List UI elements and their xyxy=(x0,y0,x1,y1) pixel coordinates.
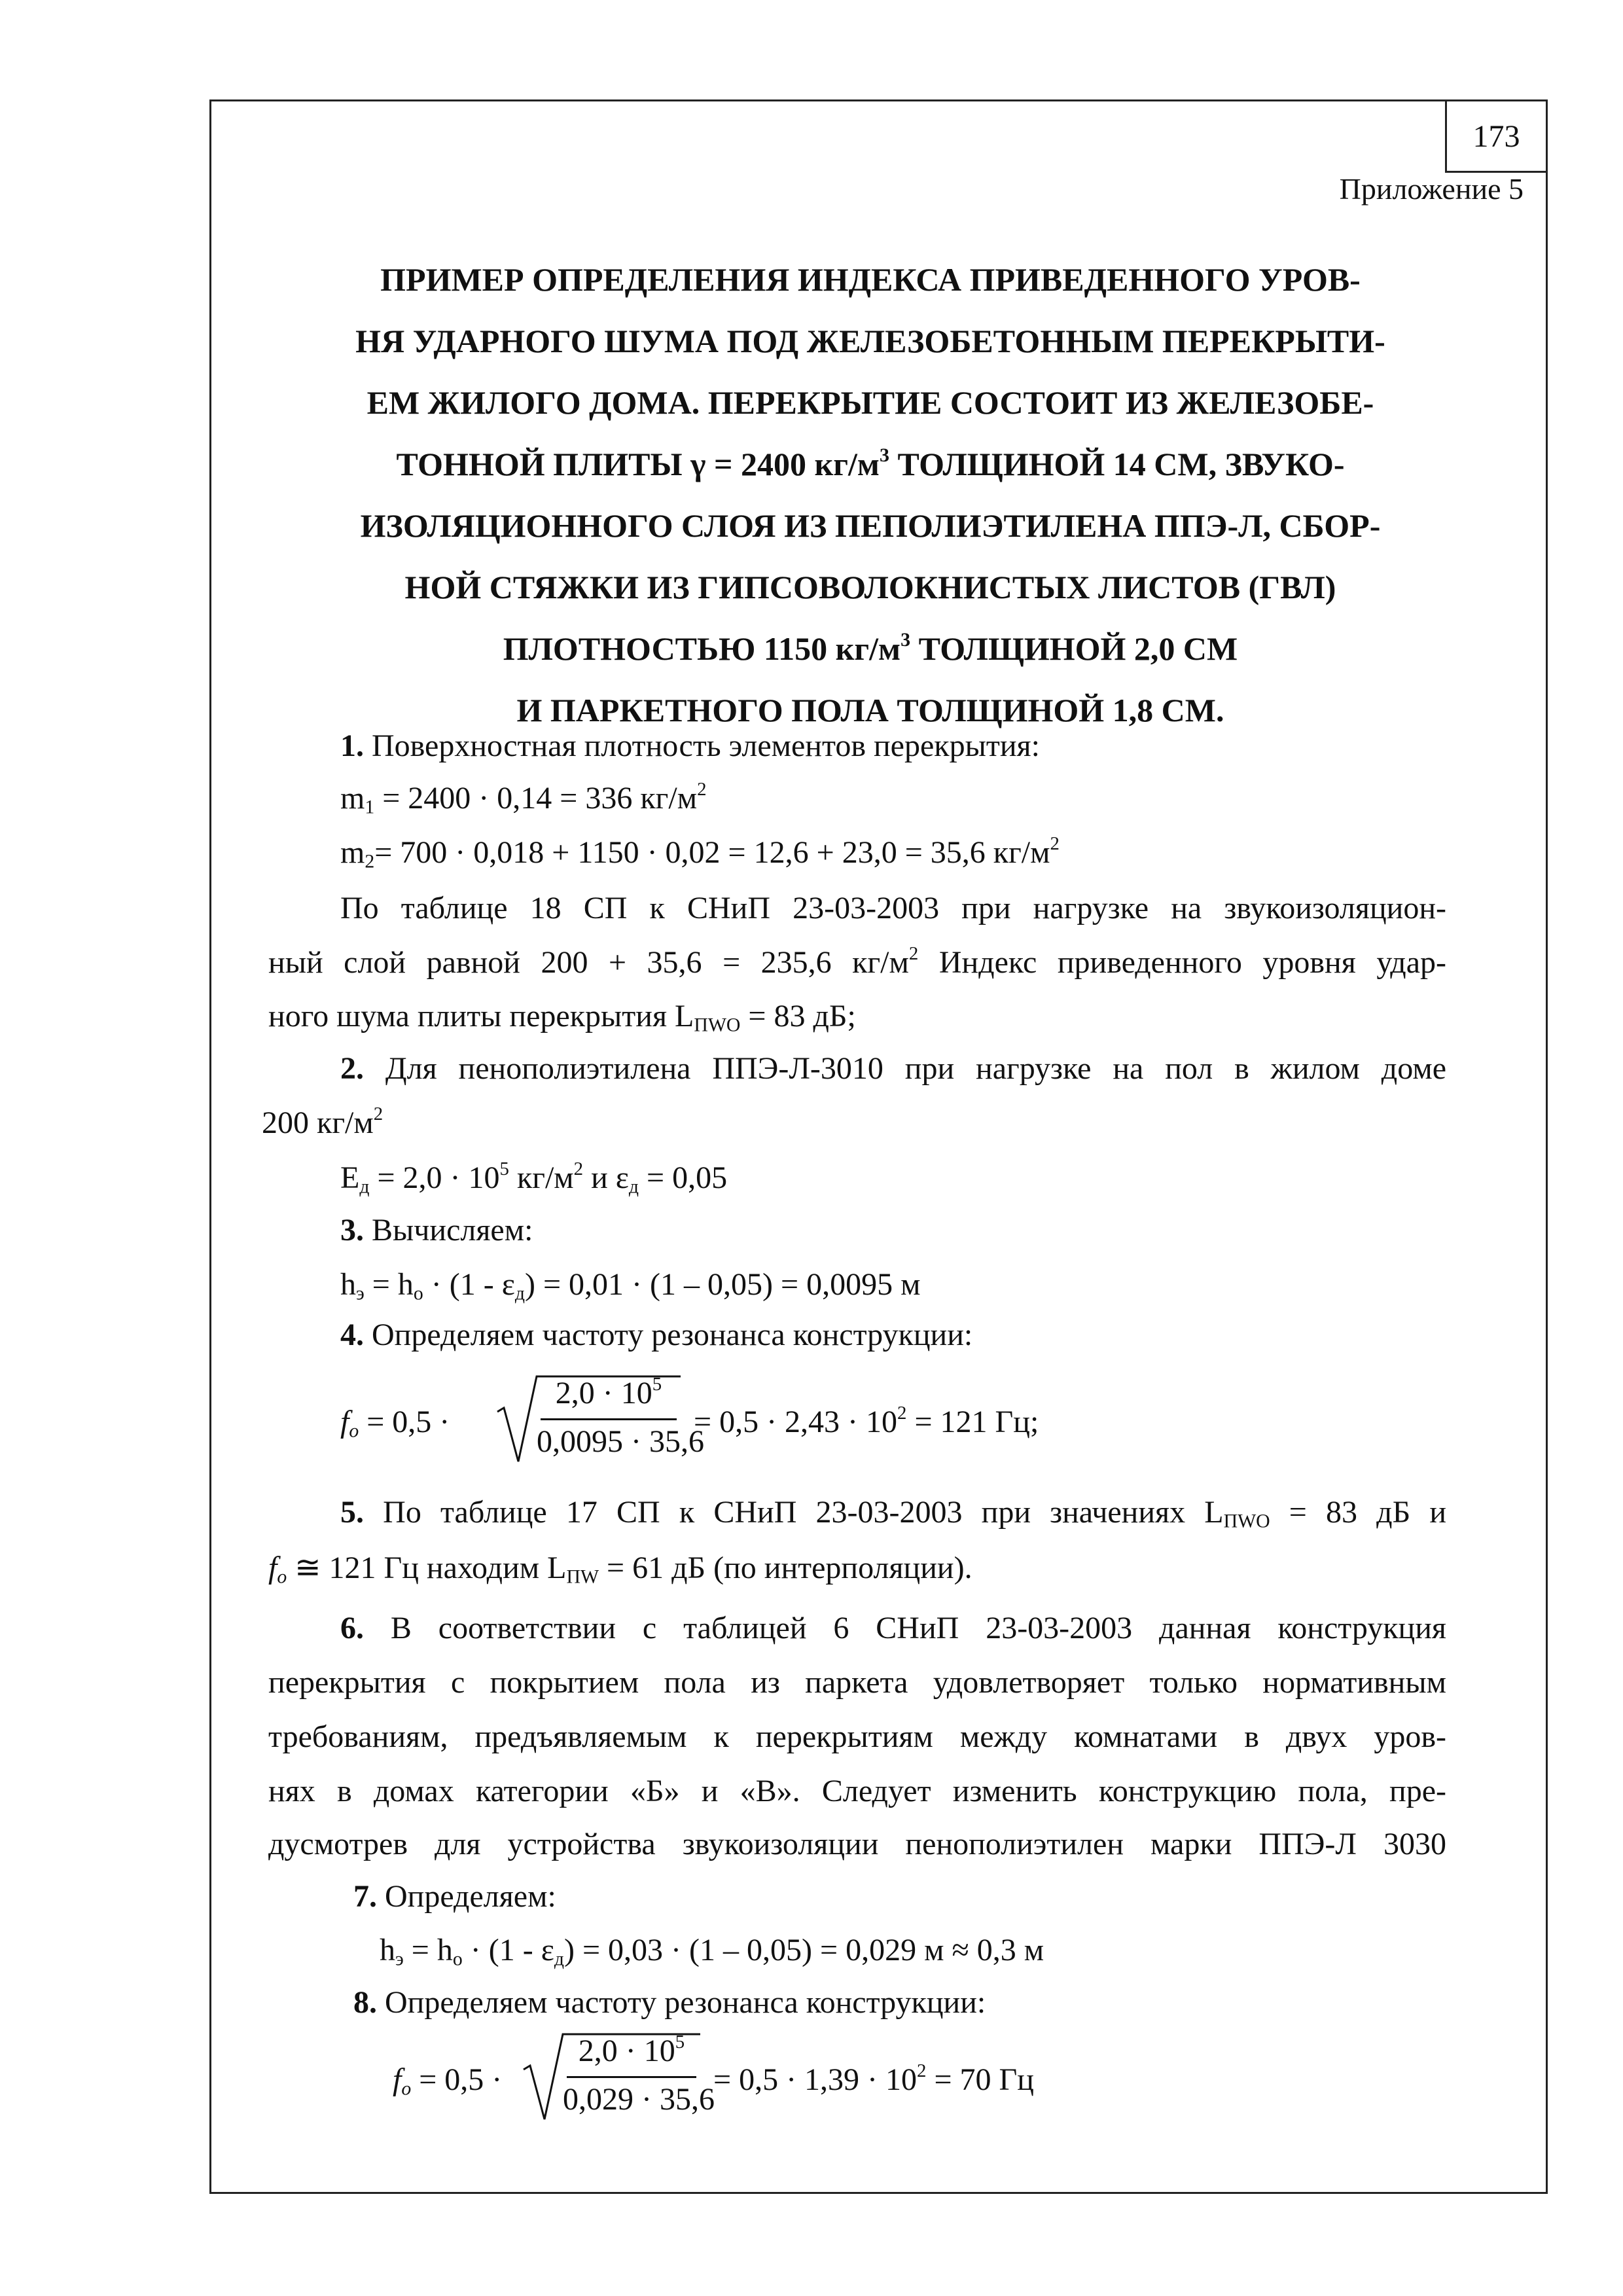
f-symbol: $f_o = 0,5$ · xyxy=(393,2062,503,2100)
formula-h1: $h_э = h_o \cdot (1 - \varepsilon_д) = 0,01 \cdot (1 - 0,05) = 0,0095$ м xyxy=(340,1267,921,1304)
formula-f1 xyxy=(340,1371,1126,1469)
paragraph-line: требованиям, предъявляемым к перекрытиям между комнатами в двух уров- xyxy=(268,1719,1446,1754)
section-2-title: 2. Для пенополиэтилена ППЭ-Л-3010 при нагрузке на пол в жилом доме xyxy=(340,1051,1446,1086)
heading-line: И ПАРКЕТНОГО ПОЛА ТОЛЩИНОЙ 1,8 СМ. xyxy=(516,692,1224,728)
paragraph-line: ный слой равной 200 + 35,6 = 235,6 $кг/м^2$ Индекс приведенного уровня удар- xyxy=(268,942,1447,980)
paragraph-line: $f_o$ ≅ 121 Гц находим $L_{ПW} = 61$ дБ (по интерполяции). xyxy=(268,1551,972,1588)
paragraph-line: перекрытия с покрытием пола из паркета удовлетворяет только нормативным xyxy=(268,1665,1446,1700)
section-5-title: 5. По таблице 17 СП к СНиП 23-03-2003 при значениях $L_{ПWO} = 83$ дБ и xyxy=(340,1495,1447,1532)
section-7-title: 7. Определяем: xyxy=(353,1879,556,1914)
heading-line: ПРИМЕР ОПРЕДЕЛЕНИЯ ИНДЕКСА ПРИВЕДЕННОГО УРОВ- xyxy=(380,261,1361,298)
paragraph-line: дусмотрев для устройства звукоизоляции пенополиэтилен марки ППЭ-Л 3030 xyxy=(268,1827,1446,1861)
formula-f2 xyxy=(393,2029,1178,2127)
fraction-bar xyxy=(541,1418,677,1420)
section-1-title: 1. Поверхностная плотность элементов перекрытия: xyxy=(340,728,1040,763)
page-number xyxy=(1445,99,1548,173)
formula-m2: $m_2= 700 \cdot 0,018 + 1150 \cdot 0,02 = 12,6 + 23,0 = 35,6$ $кг/м^2$ xyxy=(340,833,1060,872)
heading-line: ПЛОТНОСТЬЮ 1150 $кг/м^3$ ТОЛЩИНОЙ 2,0 СМ xyxy=(503,629,1238,667)
f1-result: = $0,5 \cdot 2,43 \cdot 10^2 = 121$ Гц; xyxy=(694,1402,1039,1439)
fraction-numerator: $2,0 \cdot 10^5$ xyxy=(578,2031,685,2068)
page-number-text: 173 xyxy=(1472,118,1520,154)
fraction-numerator: $2,0 \cdot 10^5$ xyxy=(555,1373,662,1410)
heading-line: ИЗОЛЯЦИОННОГО СЛОЯ ИЗ ПЕПОЛИЭТИЛЕНА ППЭ-Л, СБОР- xyxy=(360,507,1381,544)
heading-line: ЕМ ЖИЛОГО ДОМА. ПЕРЕКРЫТИЕ СОСТОИТ ИЗ ЖЕЛЕЗОБЕ- xyxy=(366,384,1374,421)
document-heading xyxy=(262,249,1479,741)
fraction-denominator: 0,0095 · 35,6 xyxy=(537,1424,704,1459)
formula-h2: $h_э = h_o \cdot (1 - \varepsilon_д) = 0,03 \cdot (1 - 0,05) = 0,029$ м ≈ 0,3 м xyxy=(380,1933,1044,1970)
section-3-title: 3. Вычисляем: xyxy=(340,1213,533,1247)
appendix-label: Приложение 5 xyxy=(1339,172,1524,206)
paragraph-line: нях в домах категории «Б» и «В». Следует изменить конструкцию пола, пре- xyxy=(268,1774,1446,1808)
heading-line: НОЙ СТЯЖКИ ИЗ ГИПСОВОЛОКНИСТЫХ ЛИСТОВ (ГВЛ) xyxy=(404,569,1336,605)
f-symbol: $f_o = 0,5$ · xyxy=(340,1405,450,1442)
formula-m1: $m_1 = 2400 \cdot 0,14 = 336$ $кг/м^2$ xyxy=(340,778,707,818)
section-8-title: 8. Определяем частоту резонанса конструкции: xyxy=(353,1985,986,2020)
section-4-title: 4. Определяем частоту резонанса конструкции: xyxy=(340,1318,973,1352)
fraction-denominator: 0,029 · 35,6 xyxy=(563,2082,715,2117)
section-6-title: 6. В соответствии с таблицей 6 СНиП 23-03-2003 данная конструкция xyxy=(340,1611,1447,1645)
fraction-bar xyxy=(567,2076,696,2078)
heading-line: НЯ УДАРНОГО ШУМА ПОД ЖЕЛЕЗОБЕТОННЫМ ПЕРЕКРЫТИ- xyxy=(355,323,1385,359)
heading-line: ТОННОЙ ПЛИТЫ γ = 2400 $кг/м^3$ ТОЛЩИНОЙ 14 СМ, ЗВУКО- xyxy=(396,444,1345,482)
paragraph-line: По таблице 18 СП к СНиП 23-03-2003 при нагрузке на звукоизоляцион- xyxy=(340,891,1446,925)
paragraph-line: 200 $кг/м^2$ xyxy=(262,1103,383,1140)
formula-ed: $E_д = 2,0 \cdot 10^5$ $кг/м^2$ и $\varepsilon_д = 0,05$ xyxy=(340,1158,728,1198)
paragraph-line: ного шума плиты перекрытия $L_{ПWO} = 83$ дБ; xyxy=(268,999,856,1036)
f2-result: = $0,5 \cdot 1,39 \cdot 10^2 = 70$ Гц xyxy=(713,2060,1034,2097)
